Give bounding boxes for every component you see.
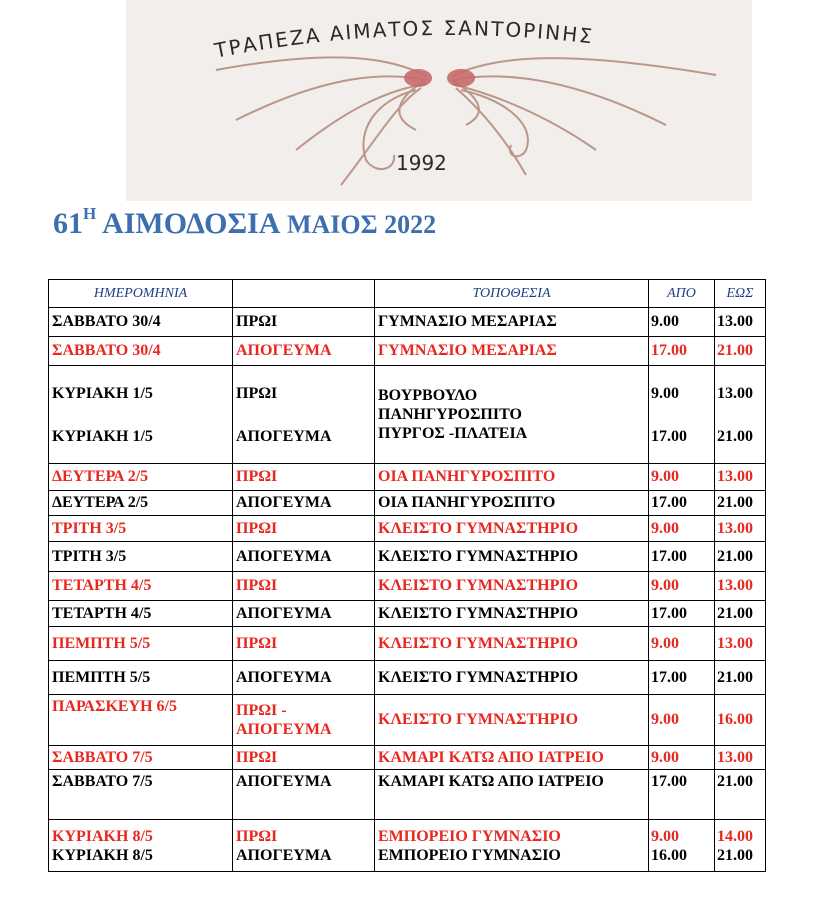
title-superscript: Η <box>83 204 97 223</box>
table-row: ΣΑΒΒΑΤΟ 7/5 ΠΡΩΙ ΚΑΜΑΡΙ ΚΑΤΩ ΑΠΟ ΙΑΤΡΕΙΟ 9.00 13.00 <box>49 746 766 770</box>
table-row: ΤΡΙΤΗ 3/5 ΠΡΩΙ ΚΛΕΙΣΤΟ ΓΥΜΝΑΣΤΗΡΙΟ 9.00 13.00 <box>49 516 766 542</box>
title-month: ΜΑΙΟΣ 2022 <box>280 210 437 239</box>
table-row: ΠΑΡΑΣΚΕΥΗ 6/5 ΠΡΩΙ - ΑΠΟΓΕΥΜΑ ΚΛΕΙΣΤΟ ΓΥΜΝΑΣΤΗΡΙΟ 9.00 16.00 <box>49 695 766 746</box>
header-time <box>233 280 375 308</box>
title-text: ΑΙΜΟΔΟΣΙΑ <box>96 207 281 240</box>
table-row: ΣΑΒΒΑΤΟ 30/4 ΑΠΟΓΕΥΜΑ ΓΥΜΝΑΣΙΟ ΜΕΣΑΡΙΑΣ 17.00 21.00 <box>49 337 766 366</box>
table-row: ΚΥΡΙΑΚΗ 1/5 ΚΥΡΙΑΚΗ 1/5 ΠΡΩΙ ΑΠΟΓΕΥΜΑ ΒΟΥΡΒΟΥΛΟ ΠΑΝΗΓΥΡΟΣΠΙΤΟ ΠΥΡΓΟΣ -ΠΛΑΤΕΙΑ 9.00 17.00 13.00 21.00 <box>49 366 766 464</box>
header-from: ΑΠΟ <box>649 280 715 308</box>
swallows-logo-icon <box>126 0 752 201</box>
table-row: ΤΕΤΑΡΤΗ 4/5 ΠΡΩΙ ΚΛΕΙΣΤΟ ΓΥΜΝΑΣΤΗΡΙΟ 9.00 13.00 <box>49 572 766 601</box>
header-location: ΤΟΠΟΘΕΣΙΑ <box>375 280 649 308</box>
table-row: ΣΑΒΒΑΤΟ 7/5 ΑΠΟΓΕΥΜΑ ΚΑΜΑΡΙ ΚΑΤΩ ΑΠΟ ΙΑΤΡΕΙΟ 17.00 21.00 <box>49 770 766 820</box>
table-row: ΣΑΒΒΑΤΟ 30/4 ΠΡΩΙ ΓΥΜΝΑΣΙΟ ΜΕΣΑΡΙΑΣ 9.00 13.00 <box>49 308 766 337</box>
table-header-row <box>49 280 766 308</box>
table-row: ΚΥΡΙΑΚΗ 8/5 ΚΥΡΙΑΚΗ 8/5 ΠΡΩΙ ΑΠΟΓΕΥΜΑ ΕΜΠΟΡΕΙΟ ΓΥΜΝΑΣΙΟ ΕΜΠΟΡΕΙΟ ΓΥΜΝΑΣΙΟ 9.00 16.00 14.00 21.00 <box>49 820 766 872</box>
table-row: ΤΕΤΑΡΤΗ 4/5 ΑΠΟΓΕΥΜΑ ΚΛΕΙΣΤΟ ΓΥΜΝΑΣΤΗΡΙΟ 17.00 21.00 <box>49 601 766 627</box>
donation-schedule-table <box>48 279 766 872</box>
header-date: ΗΜΕΡΟΜΗΝΙΑ <box>49 280 233 308</box>
logo-year: 1992 <box>396 151 447 175</box>
table-row: ΤΡΙΤΗ 3/5 ΑΠΟΓΕΥΜΑ ΚΛΕΙΣΤΟ ΓΥΜΝΑΣΤΗΡΙΟ 17.00 21.00 <box>49 542 766 572</box>
table-row: ΠΕΜΠΤΗ 5/5 ΑΠΟΓΕΥΜΑ ΚΛΕΙΣΤΟ ΓΥΜΝΑΣΤΗΡΙΟ 17.00 21.00 <box>49 661 766 695</box>
table-row: ΔΕΥΤΕΡΑ 2/5 ΑΠΟΓΕΥΜΑ ΟΙΑ ΠΑΝΗΓΥΡΟΣΠΙΤΟ 17.00 21.00 <box>49 491 766 516</box>
logo-arc-text: ΤΡΑΠΕΖΑ ΑΙΜΑΤΟΣ ΣΑΝΤΟΡΙΝΗΣ <box>212 15 596 63</box>
header-to: ΕΩΣ <box>715 280 766 308</box>
table-row: ΔΕΥΤΕΡΑ 2/5 ΠΡΩΙ ΟΙΑ ΠΑΝΗΓΥΡΟΣΠΙΤΟ 9.00 13.00 <box>49 464 766 491</box>
title-number: 61 <box>53 207 83 240</box>
page-title <box>53 204 437 241</box>
blood-bank-logo <box>126 0 752 201</box>
table-row: ΠΕΜΠΤΗ 5/5 ΠΡΩΙ ΚΛΕΙΣΤΟ ΓΥΜΝΑΣΤΗΡΙΟ 9.00 13.00 <box>49 627 766 661</box>
